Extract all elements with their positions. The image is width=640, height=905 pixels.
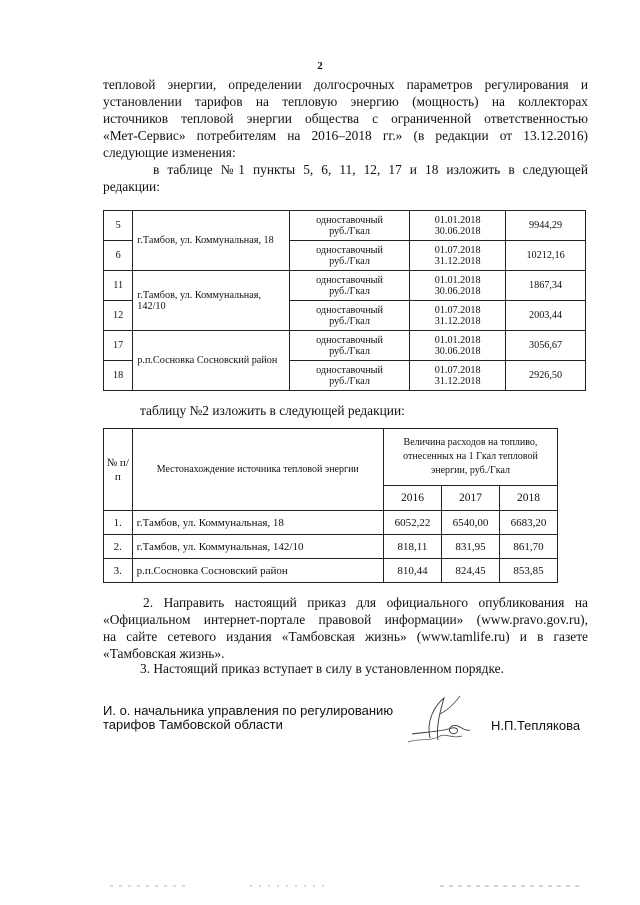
table-row bbox=[104, 331, 586, 361]
tariff-type: одноставочный bbox=[316, 274, 383, 286]
intro-line: следующие изменения: bbox=[103, 145, 236, 160]
intro-line: «Мет-Сервис» потребителям на 2016–2018 гг.» (в редакции от 13.12.2016) bbox=[103, 128, 588, 143]
row-number: 12 bbox=[104, 301, 133, 331]
tariff-type: одноставочный bbox=[316, 304, 383, 316]
tariff-value: 3056,67 bbox=[506, 331, 586, 361]
period-cell bbox=[410, 301, 506, 331]
tariff-unit: руб./Гкал bbox=[329, 225, 370, 237]
publication-clause bbox=[103, 594, 588, 662]
cost-value: 861,70 bbox=[499, 535, 557, 559]
effective-clause: 3. Настоящий приказ вступает в силу в установленном порядке. bbox=[140, 661, 504, 676]
period-cell bbox=[410, 241, 506, 271]
clause-line: «Тамбовская жизнь». bbox=[103, 646, 225, 661]
row-number: 2. bbox=[104, 535, 133, 559]
period-end: 31.12.2018 bbox=[434, 315, 481, 327]
tariff-type: одноставочный bbox=[316, 214, 383, 226]
signatory-title bbox=[103, 704, 393, 732]
cost-value: 853,85 bbox=[499, 559, 557, 583]
scan-artifact-line bbox=[110, 878, 610, 892]
row-number: 3. bbox=[104, 559, 133, 583]
tariff-value: 1867,34 bbox=[506, 271, 586, 301]
intro-paragraph bbox=[103, 76, 588, 161]
period-start: 01.07.2018 bbox=[434, 304, 481, 316]
period-end: 30.06.2018 bbox=[434, 225, 481, 237]
handwritten-signature bbox=[400, 692, 480, 752]
tariff-value: 10212,16 bbox=[506, 241, 586, 271]
location-cell: г.Тамбов, ул. Коммунальная, 142/10 bbox=[132, 535, 383, 559]
location-cell: г.Тамбов, ул. Коммунальная, 142/10 bbox=[133, 271, 290, 331]
cost-value: 6540,00 bbox=[441, 511, 499, 535]
period-cell bbox=[410, 361, 506, 391]
cost-value: 824,45 bbox=[441, 559, 499, 583]
row-number: 5 bbox=[104, 211, 133, 241]
clause-line: на сайте сетевого издания «Тамбовская жизнь» (www.tamlife.ru) и в газете bbox=[103, 629, 588, 644]
location-cell: г.Тамбов, ул. Коммунальная, 18 bbox=[133, 211, 290, 271]
period-end: 30.06.2018 bbox=[434, 345, 481, 357]
tariff-unit: руб./Гкал bbox=[329, 255, 370, 267]
period-end: 31.12.2018 bbox=[434, 375, 481, 387]
tariff-type: одноставочный bbox=[316, 364, 383, 376]
table-header-row bbox=[104, 429, 558, 486]
tariff-unit: руб./Гкал bbox=[329, 375, 370, 387]
tariff-type-cell bbox=[289, 301, 409, 331]
location-cell: р.п.Сосновка Сосновский район bbox=[132, 559, 383, 583]
location-cell: г.Тамбов, ул. Коммунальная, 18 bbox=[132, 511, 383, 535]
table-row bbox=[104, 535, 558, 559]
page-number: 2 bbox=[317, 60, 323, 72]
clause-line: 2. Направить настоящий приказ для официального опубликования на bbox=[143, 595, 588, 610]
period-cell bbox=[410, 271, 506, 301]
period-end: 30.06.2018 bbox=[434, 285, 481, 297]
location-cell: р.п.Сосновка Сосновский район bbox=[133, 331, 290, 391]
row-number: 6 bbox=[104, 241, 133, 271]
cost-value: 818,11 bbox=[383, 535, 441, 559]
header-year: 2018 bbox=[499, 486, 557, 511]
tariff-unit: руб./Гкал bbox=[329, 345, 370, 357]
signatory-title-line: И. о. начальника управления по регулированию bbox=[103, 703, 394, 718]
row-number: 17 bbox=[104, 331, 133, 361]
period-start: 01.01.2018 bbox=[434, 274, 481, 286]
table1-instruction bbox=[103, 161, 588, 195]
tariff-type-cell bbox=[289, 361, 409, 391]
table-row bbox=[104, 559, 558, 583]
table2-caption: таблицу №2 изложить в следующей редакции: bbox=[140, 403, 405, 418]
period-start: 01.07.2018 bbox=[434, 364, 481, 376]
period-end: 31.12.2018 bbox=[434, 255, 481, 267]
period-start: 01.01.2018 bbox=[434, 334, 481, 346]
tariff-value: 9944,29 bbox=[506, 211, 586, 241]
tariff-unit: руб./Гкал bbox=[329, 285, 370, 297]
tariff-unit: руб./Гкал bbox=[329, 315, 370, 327]
header-year: 2017 bbox=[441, 486, 499, 511]
header-year: 2016 bbox=[383, 486, 441, 511]
table-row bbox=[104, 271, 586, 301]
period-start: 01.01.2018 bbox=[434, 214, 481, 226]
tariff-type-cell bbox=[289, 271, 409, 301]
intro-line: тепловой энергии, определении долгосрочных параметров регулирования и bbox=[103, 77, 588, 92]
cost-value: 831,95 bbox=[441, 535, 499, 559]
tariff-value: 2926,50 bbox=[506, 361, 586, 391]
tariff-type-cell bbox=[289, 211, 409, 241]
period-cell bbox=[410, 211, 506, 241]
cost-value: 810,44 bbox=[383, 559, 441, 583]
period-start: 01.07.2018 bbox=[434, 244, 481, 256]
cost-value: 6683,20 bbox=[499, 511, 557, 535]
signatory-title-line: тарифов Тамбовской области bbox=[103, 717, 283, 732]
tariff-value: 2003,44 bbox=[506, 301, 586, 331]
row-number: 11 bbox=[104, 271, 133, 301]
instruction-line: в таблице №1 пункты 5, 6, 11, 12, 17 и 18 изложить в следующей bbox=[153, 162, 588, 177]
tariff-type-cell bbox=[289, 331, 409, 361]
header-fuel-cost: Величина расходов на топливо, отнесенных на 1 Гкал тепловой энергии, руб./Гкал bbox=[383, 429, 557, 486]
tariff-type: одноставочный bbox=[316, 244, 383, 256]
table-row bbox=[104, 211, 586, 241]
tariff-table bbox=[103, 210, 586, 391]
fuel-cost-table bbox=[103, 428, 558, 583]
intro-line: установлении тарифов на тепловую энергию (мощность) на коллекторах bbox=[103, 94, 588, 109]
instruction-line: редакции: bbox=[103, 179, 160, 194]
clause-line: «Официальном интернет-портале правовой информации» (www.pravo.gov.ru), bbox=[103, 612, 588, 627]
intro-line: источников тепловой энергии общества с ограниченной ответственностью bbox=[103, 111, 588, 126]
cost-value: 6052,22 bbox=[383, 511, 441, 535]
tariff-type-cell bbox=[289, 241, 409, 271]
header-number: № п/п bbox=[104, 429, 133, 511]
row-number: 1. bbox=[104, 511, 133, 535]
tariff-type: одноставочный bbox=[316, 334, 383, 346]
row-number: 18 bbox=[104, 361, 133, 391]
header-location: Местонахождение источника тепловой энергии bbox=[132, 429, 383, 511]
period-cell bbox=[410, 331, 506, 361]
table-row bbox=[104, 511, 558, 535]
signatory-name: Н.П.Теплякова bbox=[491, 718, 581, 733]
